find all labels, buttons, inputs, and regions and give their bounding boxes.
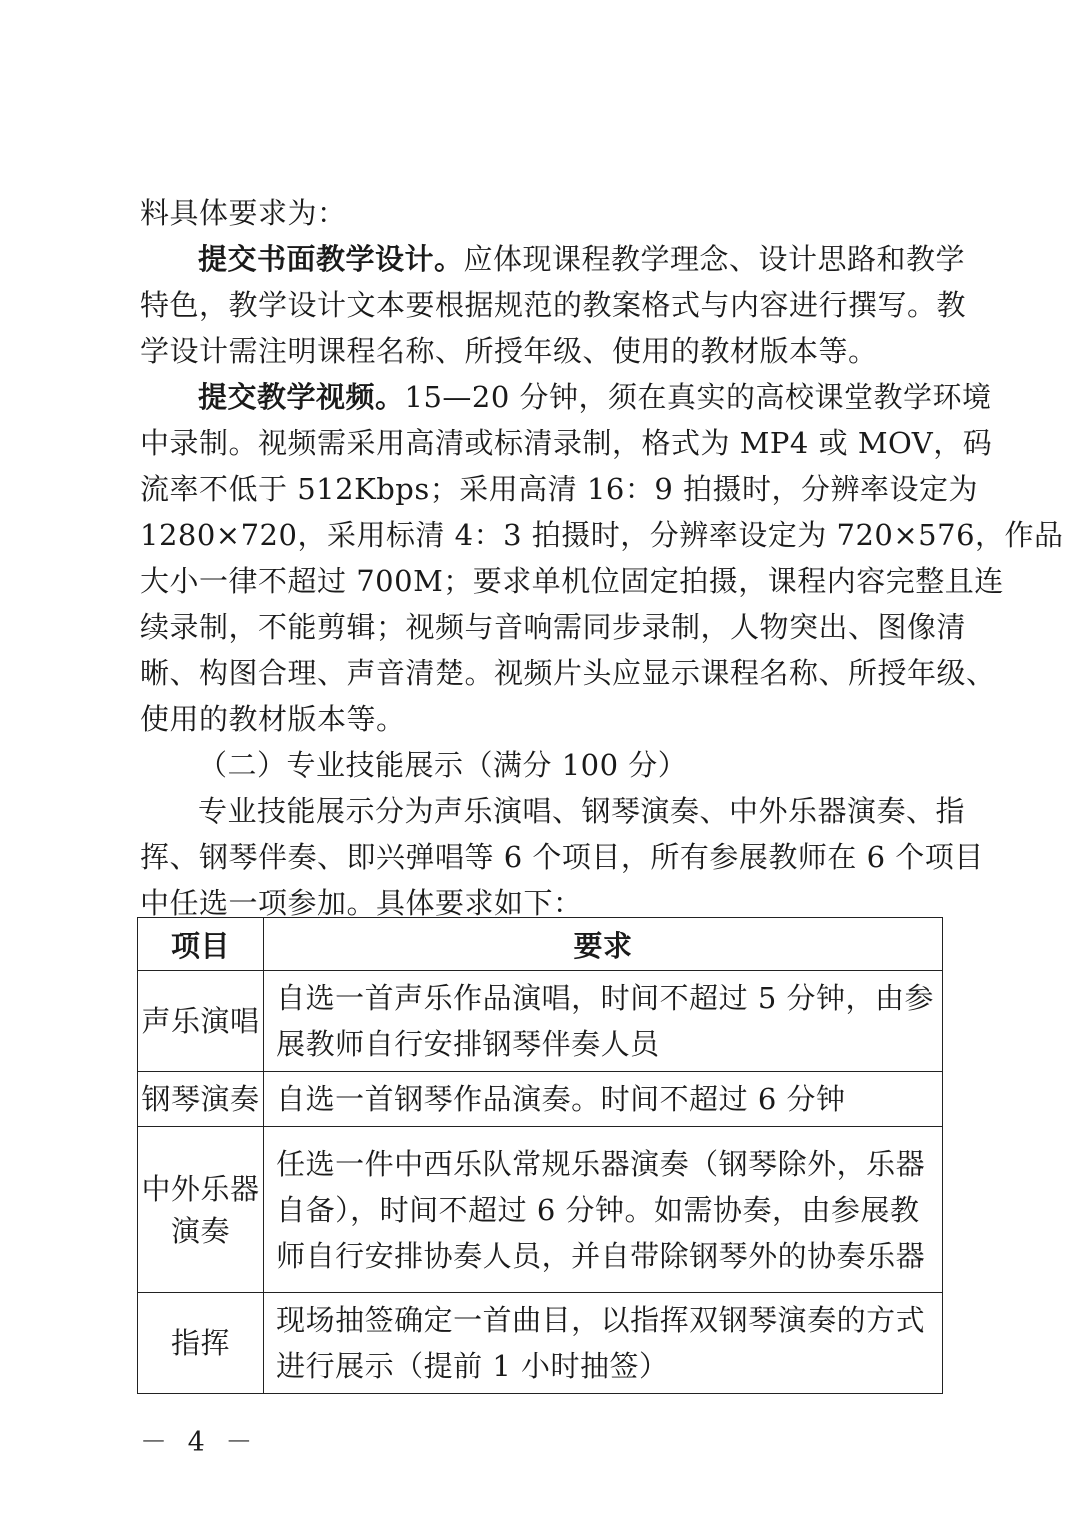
written-design-line-3: 学设计需注明课程名称、所授年级、使用的教材版本等。 — [140, 334, 878, 368]
video-line-7: 晰、构图合理、声音清楚。视频片头应显示课程名称、所授年级、 — [140, 656, 996, 690]
requirement-line: 自选一首声乐作品演唱，时间不超过 5 分钟，由参 — [276, 981, 934, 1015]
requirement-cell — [264, 1127, 943, 1293]
item-label: 声乐演唱 — [141, 1004, 260, 1038]
video-line-2: 中录制。视频需采用高清或标清录制，格式为 MP4 或 MOV，码 — [140, 426, 993, 460]
requirement-line: 任选一件中西乐队常规乐器演奏（钢琴除外，乐器 — [276, 1146, 926, 1181]
item-label: 中外乐器 — [141, 1171, 260, 1206]
video-line-6: 续录制，不能剪辑；视频与音响需同步录制，人物突出、图像清 — [140, 610, 967, 644]
document-body — [140, 190, 1064, 926]
table-row — [138, 1293, 943, 1394]
written-design-line-1 — [140, 236, 966, 282]
table-row — [138, 971, 943, 1072]
video-line-8: 使用的教材版本等。 — [140, 702, 406, 736]
header-item: 项目 — [138, 918, 264, 971]
section-line-3: 中任选一项参加。具体要求如下： — [140, 886, 583, 920]
item-cell — [138, 971, 264, 1072]
item-label: 演奏 — [171, 1213, 231, 1248]
requirement-cell — [264, 971, 943, 1072]
table-row — [138, 1127, 943, 1293]
requirement-cell — [264, 1072, 943, 1127]
requirement-cell — [264, 1293, 943, 1394]
video-line-1 — [140, 374, 992, 420]
written-design-text: 应体现课程教学理念、设计思路和教学 — [463, 242, 966, 276]
header-requirement: 要求 — [264, 918, 943, 971]
section-heading: （二）专业技能展示（满分 100 分） — [198, 748, 688, 782]
page-number: － 4 － — [140, 1427, 259, 1458]
requirement-line: 自备），时间不超过 6 分钟。如需协奏，由参展教 — [276, 1192, 920, 1227]
video-line-3: 流率不低于 512Kbps；采用高清 16：9 拍摄时，分辨率设定为 — [140, 472, 979, 506]
video-line-5: 大小一律不超过 700M；要求单机位固定拍摄，课程内容完整且连 — [140, 564, 1004, 598]
requirement-line: 现场抽签确定一首曲目，以指挥双钢琴演奏的方式 — [276, 1303, 926, 1337]
requirement-line: 师自行安排协奏人员，并自带除钢琴外的协奏乐器 — [276, 1238, 926, 1273]
intro-line: 料具体要求为： — [140, 196, 347, 230]
item-label: 钢琴演奏 — [141, 1082, 260, 1116]
written-design-line-2: 特色，教学设计文本要根据规范的教案格式与内容进行撰写。教 — [140, 288, 967, 322]
written-design-heading: 提交书面教学设计。 — [198, 242, 464, 276]
table-row — [138, 1072, 943, 1127]
requirement-line: 展教师自行安排钢琴伴奏人员 — [276, 1027, 660, 1061]
requirements-table — [137, 917, 943, 1394]
item-label: 指挥 — [171, 1326, 231, 1360]
section-line-1: 专业技能展示分为声乐演唱、钢琴演奏、中外乐器演奏、指 — [198, 794, 966, 828]
item-cell — [138, 1127, 264, 1293]
requirement-line: 自选一首钢琴作品演奏。时间不超过 6 分钟 — [276, 1082, 846, 1116]
video-line-4: 1280×720，采用标清 4：3 拍摄时，分辨率设定为 720×576，作品 — [140, 518, 1064, 552]
table-header-row — [138, 918, 943, 971]
requirement-line: 进行展示（提前 1 小时抽签） — [276, 1349, 669, 1383]
video-text: 15—20 分钟，须在真实的高校课堂教学环境 — [404, 380, 992, 414]
item-cell — [138, 1293, 264, 1394]
video-heading: 提交教学视频。 — [198, 380, 405, 414]
section-line-2: 挥、钢琴伴奏、即兴弹唱等 6 个项目，所有参展教师在 6 个项目 — [140, 840, 984, 874]
item-cell — [138, 1072, 264, 1127]
